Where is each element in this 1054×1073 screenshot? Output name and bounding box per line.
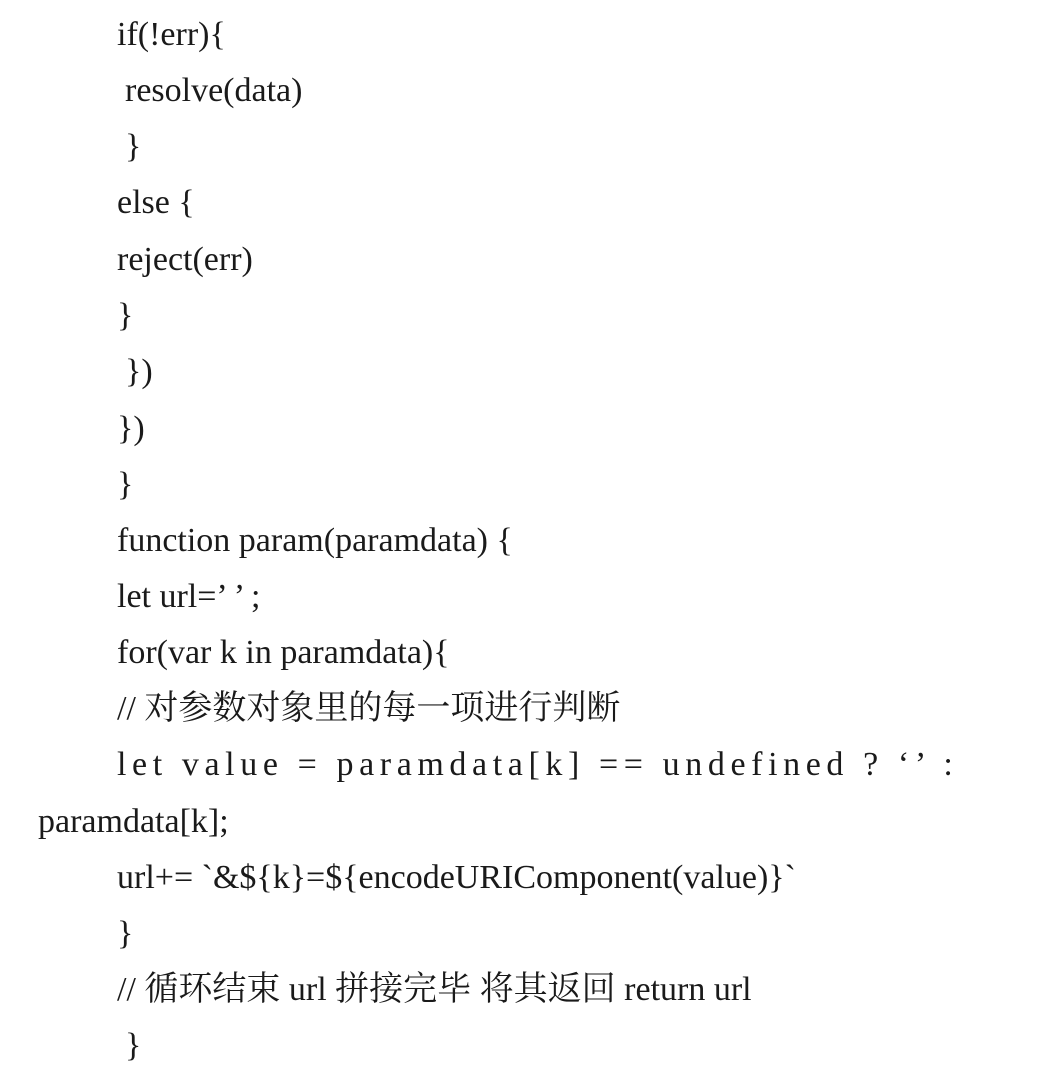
code-line: let value = paramdata[k] == undefined ? ‘’ : xyxy=(117,746,959,783)
code-line: url+= `&${k}=${encodeURIComponent(value)}` xyxy=(117,859,796,896)
code-line: resolve(data) xyxy=(125,72,303,109)
code-line: let url=’ ’ ; xyxy=(117,578,261,615)
code-line: }) xyxy=(125,353,153,390)
code-line: } xyxy=(117,466,134,503)
code-line: if(!err){ xyxy=(117,16,226,53)
code-line: else { xyxy=(117,184,195,221)
code-line-continuation: paramdata[k]; xyxy=(38,803,229,840)
code-line: } xyxy=(125,1027,142,1064)
code-line: function param(paramdata) { xyxy=(117,522,513,559)
code-line: }) xyxy=(117,410,145,447)
code-comment-line: // 对参数对象里的每一项进行判断 xyxy=(117,690,621,727)
code-line: for(var k in paramdata){ xyxy=(117,634,450,671)
code-line: } xyxy=(117,915,134,952)
code-comment-line: // 循环结束 url 拼接完毕 将其返回 return url xyxy=(117,971,752,1008)
code-line: reject(err) xyxy=(117,241,253,278)
code-line: } xyxy=(125,128,142,165)
code-line: } xyxy=(117,297,134,334)
